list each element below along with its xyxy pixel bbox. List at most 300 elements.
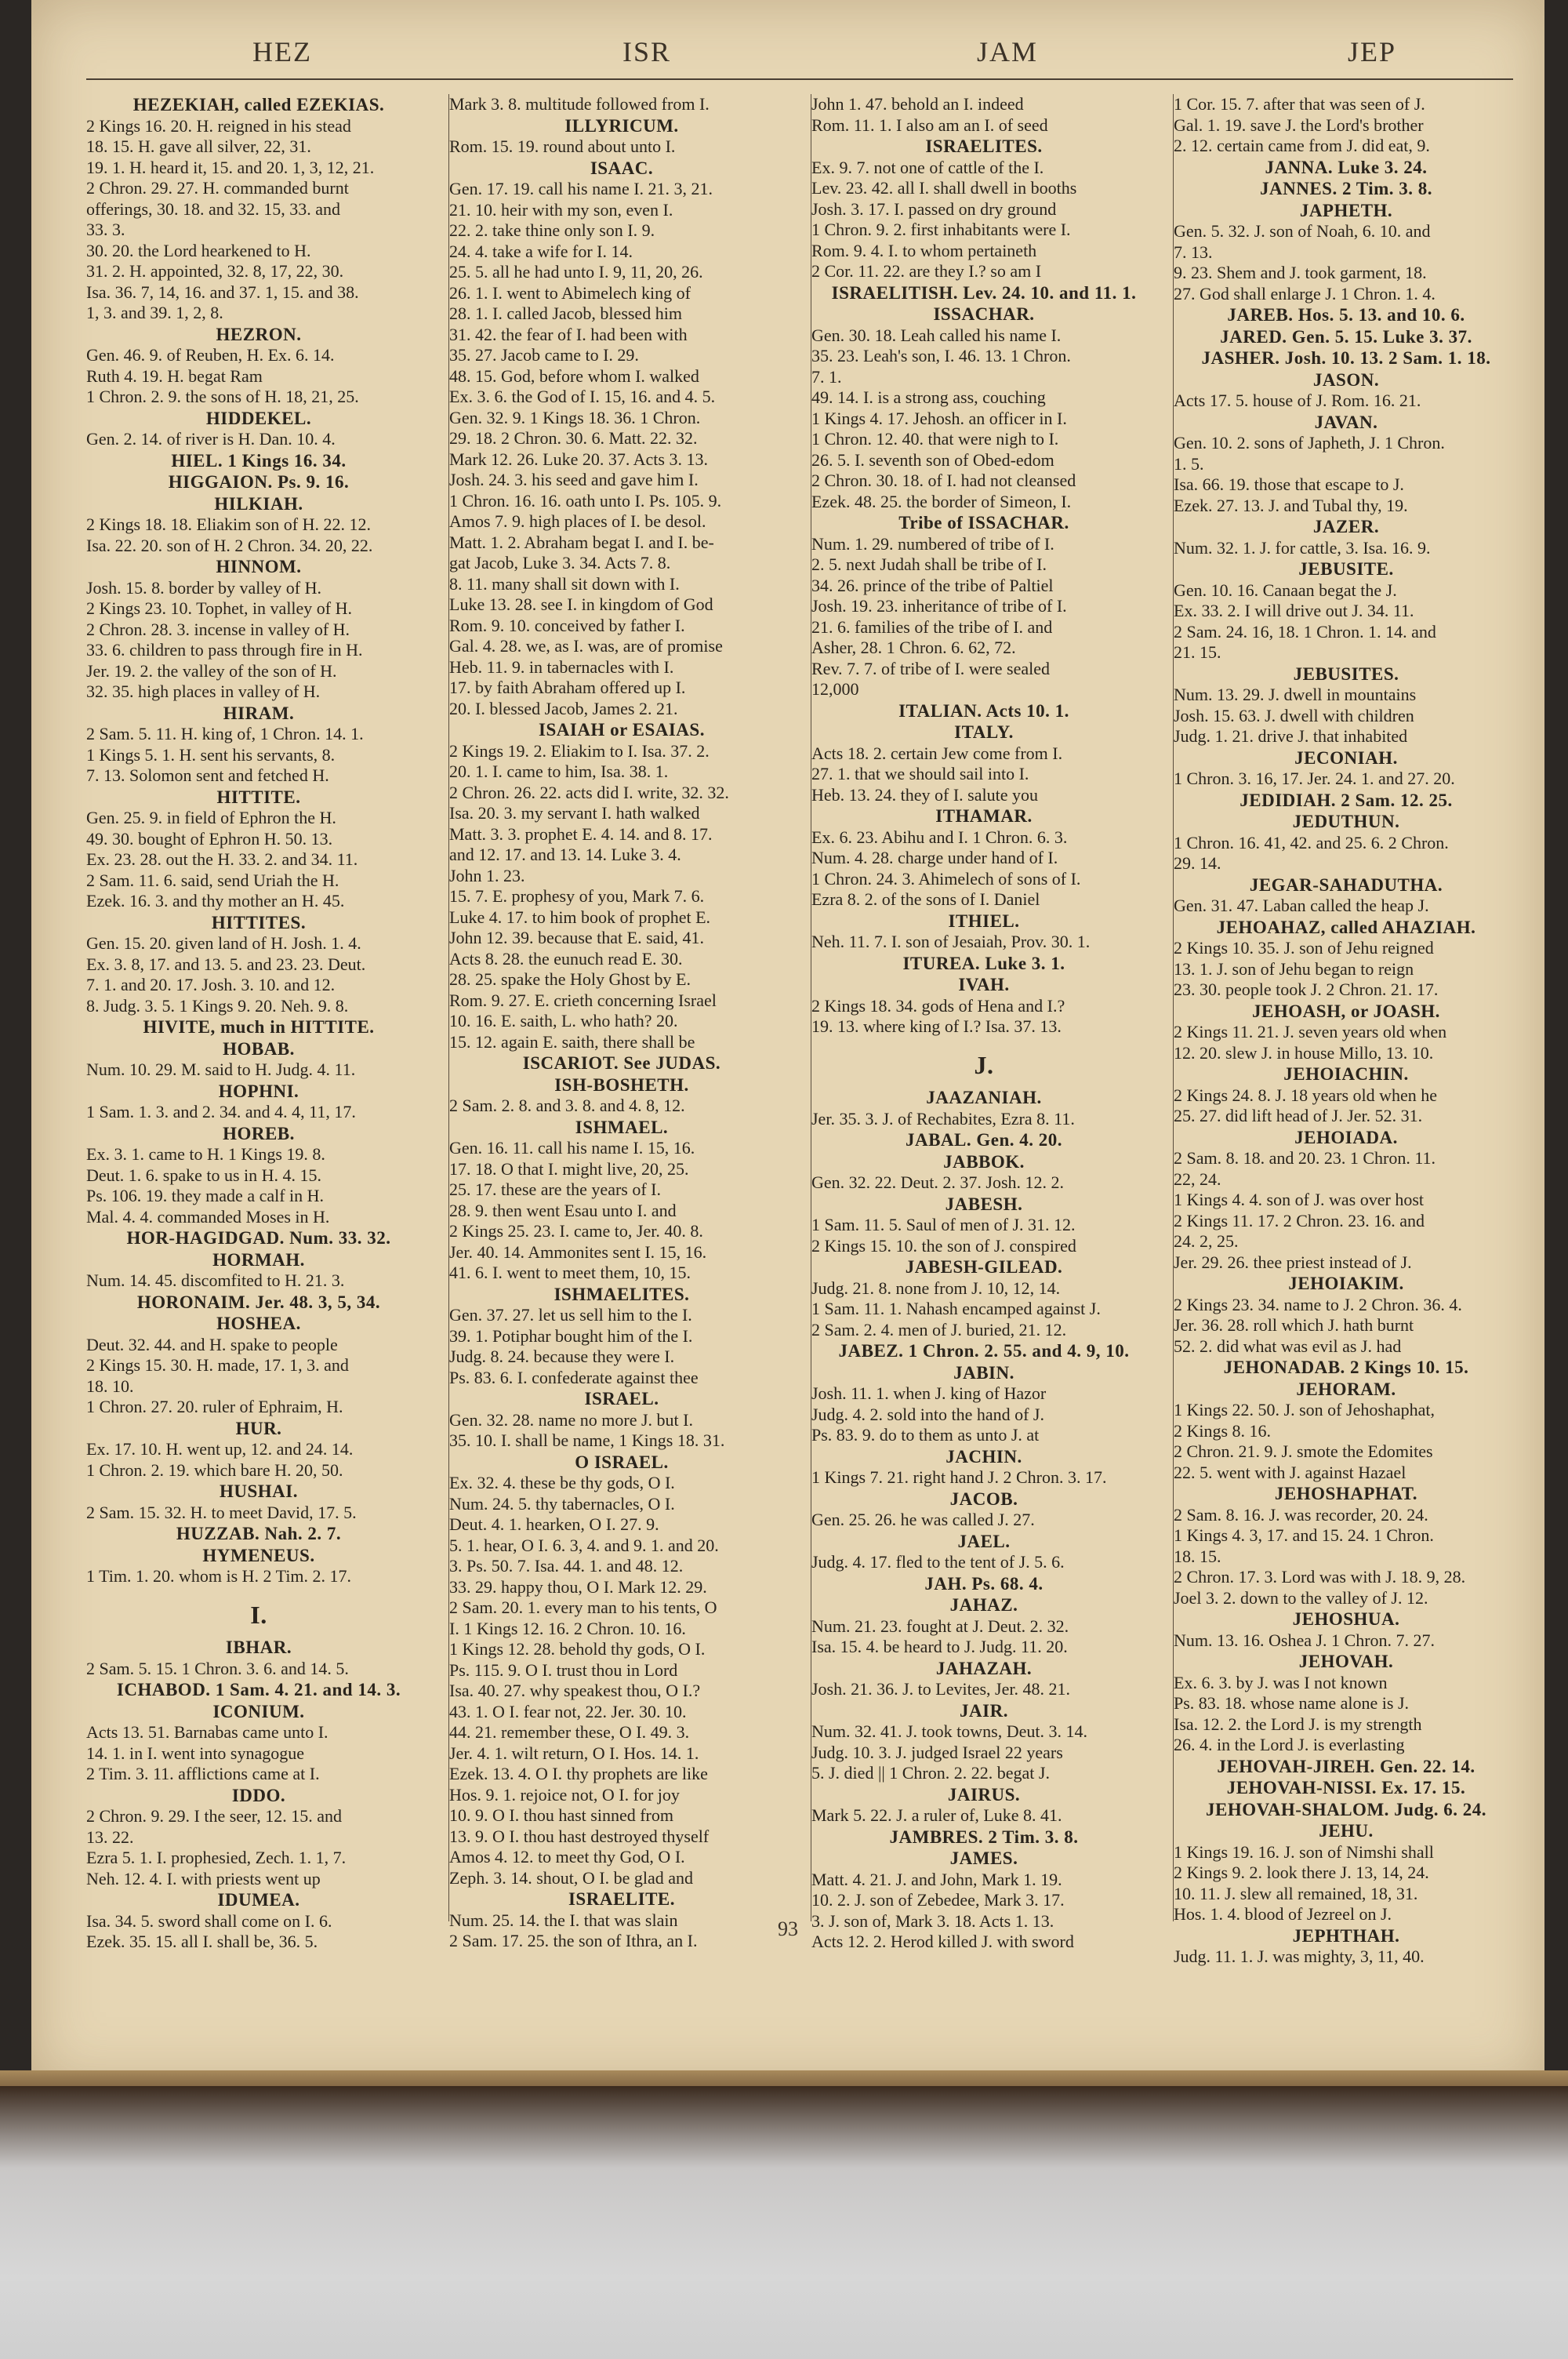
column-1: [86, 94, 431, 1951]
reference-line: Gen. 25. 9. in field of Ephron the H.: [86, 808, 336, 827]
reference-line: Hos. 1. 4. blood of Jezreel on J.: [1174, 1904, 1392, 1924]
reference-line: Amos 4. 12. to meet thy God, O I.: [449, 1847, 685, 1866]
reference-line: 30. 20. the Lord hearkened to H.: [86, 240, 311, 260]
reference-line: 2 Tim. 3. 11. afflictions came at I.: [86, 1764, 320, 1783]
section-letter: J.: [974, 1050, 994, 1079]
reference-line: 2 Kings 9. 2. look there J. 13, 14, 24.: [1174, 1863, 1429, 1882]
reference-line: Gen. 5. 32. J. son of Noah, 6. 10. and: [1174, 221, 1431, 241]
reference-line: 5. 1. hear, O I. 6. 3, 4. and 9. 1. and 20.: [449, 1535, 719, 1555]
entry-heading: JABIN.: [953, 1362, 1014, 1383]
reference-line: Ex. 3. 6. the God of I. 15, 16. and 4. 5.: [449, 387, 716, 406]
reference-line: 2 Sam. 15. 32. H. to meet David, 17. 5.: [86, 1502, 357, 1522]
reference-line: 2 Sam. 5. 15. 1 Chron. 3. 6. and 14. 5.: [86, 1658, 349, 1678]
entry-heading: JEHOIAKIM.: [1288, 1274, 1404, 1293]
reference-line: 2 Sam. 17. 25. the son of Ithra, an I.: [449, 1931, 698, 1950]
reference-line: Rom. 9. 27. E. crieth concerning Israel: [449, 990, 717, 1010]
reference-line: 33. 6. children to pass through fire in H.: [86, 640, 363, 660]
reference-line: 2 Sam. 11. 6. said, send Uriah the H.: [86, 870, 339, 890]
reference-line: 2 Sam. 2. 8. and 3. 8. and 4. 8, 12.: [449, 1096, 685, 1115]
entry-heading: JAHAZ.: [949, 1595, 1018, 1615]
reference-line: 2. 12. certain came from J. did eat, 9.: [1174, 136, 1430, 155]
entry-heading: JAH. Ps. 68. 4.: [924, 1573, 1044, 1594]
reference-line: Luke 13. 28. see I. in kingdom of God: [449, 594, 713, 614]
reference-line: 1 Kings 19. 16. J. son of Nimshi shall: [1174, 1841, 1434, 1862]
reference-line: Zeph. 3. 14. shout, O I. be glad and: [449, 1867, 693, 1888]
reference-line: 2 Chron. 9. 29. I the seer, 12. 15. and: [86, 1806, 343, 1826]
reference-line: Judg. 11. 1. J. was mighty, 3, 11, 40.: [1174, 1946, 1425, 1966]
entry-heading: IDUMEA.: [217, 1890, 300, 1910]
reference-line: 2 Kings 19. 2. Eliakim to I. Isa. 37. 2.: [449, 740, 710, 761]
reference-line: 7. 1.: [811, 366, 842, 387]
reference-line: Josh. 3. 17. I. passed on dry ground: [811, 198, 1057, 219]
reference-line: 2 Kings 11. 21. J. seven years old when: [1174, 1022, 1447, 1041]
entry-heading: IBHAR.: [225, 1637, 292, 1657]
reference-line: Judg. 1. 21. drive J. that inhabited: [1174, 726, 1408, 746]
reference-line: 28. 25. spake the Holy Ghost by E.: [449, 969, 691, 989]
page-number: 93: [778, 1917, 798, 1940]
reference-line: 19. 13. where king of I.? Isa. 37. 13.: [811, 1016, 1062, 1036]
reference-line: Judg. 8. 24. because they were I.: [449, 1347, 675, 1366]
reference-line: Ex. 32. 4. these be thy gods, O I.: [449, 1473, 675, 1492]
reference-line: 2 Sam. 2. 4. men of J. buried, 21. 12.: [811, 1319, 1067, 1339]
reference-line: Heb. 13. 24. they of I. salute you: [811, 784, 1038, 805]
reference-line: 3. J. son of, Mark 3. 18. Acts 1. 13.: [811, 1910, 1054, 1931]
reference-line: 27. God shall enlarge J. 1 Chron. 1. 4.: [1174, 283, 1436, 304]
reference-line: Jer. 36. 28. roll which J. hath burnt: [1174, 1315, 1414, 1335]
entry-heading: JEHOVAH-NISSI. Ex. 17. 15.: [1226, 1778, 1466, 1797]
reference-line: 2 Chron. 21. 9. J. smote the Edomites: [1174, 1441, 1433, 1461]
entry-heading: HITTITE.: [216, 787, 301, 807]
reference-line: 1 Chron. 27. 20. ruler of Ephraim, H.: [86, 1397, 343, 1416]
reference-line: Rom. 9. 10. conceived by father I.: [449, 615, 685, 635]
reference-line: Ezra 8. 2. of the sons of I. Daniel: [811, 889, 1040, 909]
reference-line: Jer. 19. 2. the valley of the son of H.: [86, 660, 337, 681]
reference-line: 7. 13.: [1174, 242, 1213, 262]
entry-heading: ITUREA. Luke 3. 1.: [902, 953, 1065, 973]
reference-line: Isa. 34. 5. sword shall come on I. 6.: [86, 1910, 332, 1931]
reference-line: Ex. 9. 7. not one of cattle of the I.: [811, 157, 1044, 177]
reference-line: Deut. 32. 44. and H. spake to people: [86, 1334, 338, 1354]
entry-heading: Tribe of ISSACHAR.: [898, 513, 1069, 533]
reference-line: Gen. 15. 20. given land of H. Josh. 1. 4.: [86, 933, 361, 953]
reference-line: 1 Cor. 15. 7. after that was seen of J.: [1174, 94, 1425, 114]
reference-line: Num. 24. 5. thy tabernacles, O I.: [449, 1493, 675, 1514]
reference-line: Gal. 1. 19. save J. the Lord's brother: [1174, 114, 1424, 135]
reference-line: 29. 14.: [1174, 853, 1221, 873]
entry-heading: JEHONADAB. 2 Kings 10. 15.: [1223, 1358, 1469, 1377]
reference-line: 2 Chron. 30. 18. of I. had not cleansed: [811, 471, 1076, 490]
entry-heading: JANNA. Luke 3. 24.: [1265, 157, 1428, 177]
reference-line: 10. 2. J. son of Zebedee, Mark 3. 17.: [811, 1890, 1065, 1910]
reference-line: 22, 24.: [1174, 1169, 1221, 1189]
reference-line: 1 Kings 4. 17. Jehosh. an officer in I.: [811, 408, 1067, 428]
entry-heading: JEHOVAH.: [1298, 1652, 1394, 1671]
entry-heading: JARED. Gen. 5. 15. Luke 3. 37.: [1220, 326, 1472, 347]
reference-line: Luke 4. 17. to him book of prophet E.: [449, 907, 711, 927]
entry-heading: ILLYRICUM.: [564, 115, 679, 136]
reference-line: Jer. 29. 26. thee priest instead of J.: [1174, 1252, 1412, 1272]
reference-line: 27. 1. that we should sail into I.: [811, 764, 1029, 783]
reference-line: 48. 15. God, before whom I. walked: [449, 365, 699, 386]
entry-heading: ISH-BOSHETH.: [554, 1074, 689, 1095]
reference-line: Acts 17. 5. house of J. Rom. 16. 21.: [1174, 391, 1421, 410]
entry-heading: HOBAB.: [223, 1038, 295, 1059]
reference-line: Ezek. 48. 25. the border of Simeon, I.: [811, 491, 1072, 511]
entry-heading: JEHU.: [1319, 1821, 1374, 1841]
reference-line: 3. Ps. 50. 7. Isa. 44. 1. and 48. 12.: [449, 1556, 684, 1576]
reference-line: Judg. 21. 8. none from J. 10, 12, 14.: [811, 1278, 1061, 1298]
reference-line: Matt. 4. 21. J. and John, Mark 1. 19.: [811, 1869, 1062, 1889]
reference-line: 13. 9. O I. thou hast destroyed thyself: [449, 1826, 710, 1846]
reference-line: Heb. 11. 9. in tabernacles with I.: [449, 656, 674, 677]
reference-line: 2 Kings 15. 30. H. made, 17. 1, 3. and: [86, 1355, 349, 1375]
reference-line: I. 1 Kings 12. 16. 2 Chron. 10. 16.: [449, 1618, 686, 1638]
reference-line: 1, 3. and 39. 1, 2, 8.: [86, 303, 223, 322]
entry-heading: JEHORAM.: [1296, 1379, 1396, 1399]
reference-line: 10. 16. E. saith, L. who hath? 20.: [449, 1011, 678, 1030]
reference-line: Jer. 4. 1. wilt return, O I. Hos. 14. 1.: [449, 1743, 699, 1763]
reference-line: Num. 13. 29. J. dwell in mountains: [1174, 685, 1417, 704]
reference-line: Deut. 4. 1. hearken, O I. 27. 9.: [449, 1514, 659, 1534]
reference-line: 1 Chron. 16. 41, 42. and 25. 6. 2 Chron.: [1174, 832, 1449, 852]
reference-line: 35. 10. I. shall be name, 1 Kings 18. 31.: [449, 1430, 725, 1450]
reference-line: Josh. 21. 36. J. to Levites, Jer. 48. 21.: [811, 1679, 1070, 1699]
reference-line: 2 Chron. 17. 3. Lord was with J. 18. 9, 28.: [1174, 1567, 1466, 1587]
reference-line: Josh. 19. 23. inheritance of tribe of I.: [811, 596, 1067, 616]
entry-heading: JEHOVAH-SHALOM. Judg. 6. 24.: [1206, 1799, 1486, 1819]
entry-heading: JABBOK.: [943, 1151, 1025, 1172]
reference-line: 2 Kings 8. 16.: [1174, 1420, 1272, 1441]
reference-line: Ps. 83. 6. I. confederate against thee: [449, 1367, 699, 1387]
reference-line: 52. 2. did what was evil as J. had: [1174, 1336, 1402, 1356]
entry-heading: JAMBRES. 2 Tim. 3. 8.: [889, 1826, 1079, 1847]
running-head-4: JEP: [1347, 36, 1397, 67]
reference-line: 2 Kings 15. 10. the son of J. conspired: [811, 1235, 1076, 1256]
reference-line: 18. 15. H. gave all silver, 22, 31.: [86, 136, 311, 156]
entry-heading: JEHOVAH-JIREH. Gen. 22. 14.: [1217, 1756, 1475, 1776]
reference-line: Lev. 23. 42. all I. shall dwell in booths: [811, 178, 1077, 198]
entry-heading: HOSHEA.: [216, 1314, 301, 1333]
reference-line: 12. 20. slew J. in house Millo, 13. 10.: [1174, 1042, 1434, 1063]
reference-line: 44. 21. remember these, O I. 49. 3.: [449, 1722, 690, 1742]
reference-line: Judg. 4. 2. sold into the hand of J.: [811, 1404, 1044, 1424]
running-head-1: HEZ: [252, 36, 312, 67]
entry-heading: JAMES.: [949, 1848, 1018, 1868]
reference-line: Neh. 12. 4. I. with priests went up: [86, 1868, 321, 1888]
reference-line: Gen. 17. 19. call his name I. 21. 3, 21.: [449, 179, 713, 198]
reference-line: 1 Kings 4. 3, 17. and 15. 24. 1 Chron.: [1174, 1525, 1434, 1545]
reference-line: Josh. 11. 1. when J. king of Hazor: [811, 1383, 1047, 1403]
reference-line: Isa. 66. 19. those that escape to J.: [1174, 474, 1404, 494]
reference-line: 2. 5. next Judah shall be tribe of I.: [811, 554, 1047, 574]
reference-line: Ex. 33. 2. I will drive out J. 34. 11.: [1174, 601, 1414, 620]
reference-line: 21. 6. families of the tribe of I. and: [811, 616, 1053, 637]
reference-line: Num. 10. 29. M. said to H. Judg. 4. 11.: [86, 1060, 356, 1079]
entry-heading: ITALY.: [954, 722, 1014, 742]
reference-line: 41. 6. I. went to meet them, 10, 15.: [449, 1263, 691, 1282]
entry-heading: ISRAELITE.: [568, 1889, 676, 1909]
table-surface: [0, 2086, 1568, 2359]
reference-line: Mark 5. 22. J. a ruler of, Luke 8. 41.: [811, 1805, 1062, 1825]
reference-line: 21. 10. heir with my son, even I.: [449, 199, 673, 220]
reference-line: 15. 7. E. prophesy of you, Mark 7. 6.: [449, 886, 705, 906]
entry-heading: IDDO.: [231, 1785, 286, 1805]
reference-line: 1 Chron. 12. 40. that were nigh to I.: [811, 429, 1059, 449]
running-head-3: JAM: [976, 36, 1039, 67]
entry-heading: JAVAN.: [1314, 412, 1378, 432]
reference-line: 33. 29. happy thou, O I. Mark 12. 29.: [449, 1576, 707, 1597]
reference-line: 17. by faith Abraham offered up I.: [449, 678, 686, 697]
reference-line: 22. 5. went with J. against Hazael: [1174, 1462, 1406, 1482]
reference-line: 14. 1. in I. went into synagogue: [86, 1743, 305, 1763]
entry-heading: ISSACHAR.: [933, 304, 1035, 324]
reference-line: 9. 23. Shem and J. took garment, 18.: [1174, 263, 1427, 282]
entry-heading: JEDUTHUN.: [1292, 812, 1400, 831]
reference-line: 24. 4. take a wife for I. 14.: [449, 241, 633, 261]
reference-line: 2 Kings 10. 35. J. son of Jehu reigned: [1174, 938, 1434, 958]
reference-line: 2 Kings 11. 17. 2 Chron. 23. 16. and: [1174, 1210, 1425, 1230]
reference-line: 1 Chron. 2. 19. which bare H. 20, 50.: [86, 1459, 343, 1480]
reference-line: 10. 9. O I. thou hast sinned from: [449, 1805, 673, 1825]
reference-line: Josh. 24. 3. his seed and gave him I.: [449, 470, 699, 489]
reference-line: 25. 5. all he had unto I. 9, 11, 20, 26.: [449, 262, 703, 282]
reference-line: 1 Sam. 1. 3. and 2. 34. and 4. 4, 11, 17.: [86, 1102, 356, 1121]
entry-heading: HINNOM.: [216, 557, 302, 576]
entry-heading: HOR-HAGIDGAD. Num. 33. 32.: [126, 1228, 391, 1248]
reference-line: 2 Kings 16. 20. H. reigned in his stead: [86, 115, 351, 136]
section-letter: I.: [250, 1600, 267, 1629]
reference-line: Num. 4. 28. charge under hand of I.: [811, 848, 1058, 867]
reference-line: 1 Kings 22. 50. J. son of Jehoshaphat,: [1174, 1400, 1436, 1419]
reference-line: Num. 14. 45. discomfited to H. 21. 3.: [86, 1270, 345, 1290]
reference-line: Ezek. 13. 4. O I. thy prophets are like: [449, 1764, 708, 1783]
reference-line: 39. 1. Potiphar bought him of the I.: [449, 1325, 693, 1346]
reference-line: 2 Sam. 8. 18. and 20. 23. 1 Chron. 11.: [1174, 1148, 1436, 1168]
column-3: [811, 94, 1156, 1951]
entry-heading: ICHABOD. 1 Sam. 4. 21. and 14. 3.: [116, 1680, 401, 1699]
concordance-columns: [86, 94, 1537, 1966]
reference-line: 1 Chron. 16. 16. oath unto I. Ps. 105. 9.: [449, 490, 722, 511]
reference-line: Gen. 30. 18. Leah called his name I.: [811, 325, 1062, 345]
reference-line: 26. 5. I. seventh son of Obed-edom: [811, 449, 1054, 470]
reference-line: Gen. 10. 16. Canaan begat the J.: [1174, 580, 1397, 600]
entry-heading: JABESH.: [945, 1194, 1023, 1214]
reference-line: 25. 27. did lift head of J. Jer. 52. 31.: [1174, 1106, 1423, 1125]
entry-heading: HORMAH.: [212, 1249, 305, 1270]
reference-line: Mark 12. 26. Luke 20. 37. Acts 3. 13.: [449, 449, 708, 469]
reference-line: 7. 13. Solomon sent and fetched H.: [86, 765, 329, 785]
reference-line: Gen. 31. 47. Laban called the heap J.: [1174, 896, 1429, 915]
reference-line: Isa. 36. 7, 14, 16. and 37. 1, 15. and 38.: [86, 282, 359, 302]
reference-line: gat Jacob, Luke 3. 34. Acts 7. 8.: [449, 553, 671, 572]
reference-line: 1. 5.: [1174, 453, 1204, 474]
entry-heading: JAAZANIAH.: [926, 1088, 1042, 1107]
reference-line: Num. 1. 29. numbered of tribe of I.: [811, 533, 1054, 554]
reference-line: Asher, 28. 1 Chron. 6. 62, 72.: [811, 638, 1016, 657]
entry-heading: ISAAC.: [590, 158, 654, 178]
reference-line: 2 Kings 18. 18. Eliakim son of H. 22. 12.: [86, 514, 371, 534]
reference-line: Josh. 15. 8. border by valley of H.: [86, 577, 322, 598]
reference-line: Ex. 23. 28. out the H. 33. 2. and 34. 11.: [86, 849, 358, 869]
reference-line: 33. 3.: [86, 220, 125, 239]
reference-line: Acts 13. 51. Barnabas came unto I.: [86, 1722, 328, 1742]
entry-heading: JAIRUS.: [947, 1784, 1021, 1805]
entry-heading: JAHAZAH.: [935, 1658, 1033, 1678]
reference-line: Gen. 25. 26. he was called J. 27.: [811, 1510, 1035, 1529]
column-4: [1173, 94, 1519, 1966]
reference-line: 28. 1. I. called Jacob, blessed him: [449, 304, 682, 323]
reference-line: Rom. 9. 4. I. to whom pertaineth: [811, 240, 1037, 260]
entry-heading: ISHMAELITES.: [554, 1284, 690, 1304]
reference-line: 2 Kings 24. 8. J. 18 years old when he: [1174, 1085, 1438, 1105]
reference-line: Gen. 10. 2. sons of Japheth, J. 1 Chron.: [1174, 433, 1445, 453]
reference-line: 2 Chron. 29. 27. H. commanded burnt: [86, 178, 349, 198]
entry-heading: JAEL.: [957, 1531, 1011, 1551]
running-head-2: ISR: [622, 36, 672, 67]
reference-line: offerings, 30. 18. and 32. 15, 33. and: [86, 198, 341, 219]
entry-heading: HIRAM.: [223, 703, 295, 723]
reference-line: 35. 23. Leah's son, I. 46. 13. 1 Chron.: [811, 346, 1071, 365]
entry-heading: JAZER.: [1312, 517, 1380, 536]
reference-line: 13. 1. J. son of Jehu began to reign: [1174, 958, 1414, 979]
entry-heading: JASHER. Josh. 10. 13. 2 Sam. 1. 18.: [1201, 348, 1491, 368]
reference-line: Ex. 6. 23. Abihu and I. 1 Chron. 6. 3.: [811, 827, 1068, 847]
reference-line: 2 Kings 23. 34. name to J. 2 Chron. 36. 4.: [1174, 1294, 1462, 1314]
reference-line: 2 Kings 25. 23. I. came to, Jer. 40. 8.: [449, 1221, 703, 1241]
reference-line: 1 Kings 12. 28. behold thy gods, O I.: [449, 1639, 706, 1659]
entry-heading: JABEZ. 1 Chron. 2. 55. and 4. 9, 10.: [838, 1341, 1130, 1361]
reference-line: Ruth 4. 19. H. begat Ram: [86, 365, 263, 386]
reference-line: Mal. 4. 4. commanded Moses in H.: [86, 1206, 330, 1227]
reference-line: 31. 2. H. appointed, 32. 8, 17, 22, 30.: [86, 261, 344, 281]
entry-heading: HYMENEUS.: [202, 1545, 315, 1565]
reference-line: 5. J. died || 1 Chron. 2. 22. begat J.: [811, 1763, 1050, 1783]
reference-line: Judg. 10. 3. J. judged Israel 22 years: [811, 1742, 1063, 1762]
reference-line: 49. 14. I. is a strong ass, couching: [811, 387, 1046, 407]
reference-line: 18. 15.: [1174, 1546, 1221, 1566]
reference-line: Isa. 20. 3. my servant I. hath walked: [449, 803, 700, 823]
reference-line: Mark 3. 8. multitude followed from I.: [449, 94, 710, 114]
reference-line: Ex. 6. 3. by J. was I not known: [1174, 1672, 1388, 1692]
reference-line: 2 Chron. 26. 22. acts did I. write, 32. 32.: [449, 782, 729, 802]
entry-heading: JABAL. Gen. 4. 20.: [905, 1130, 1063, 1150]
reference-line: 2 Sam. 5. 11. H. king of, 1 Chron. 14. 1.: [86, 724, 364, 743]
entry-heading: HIVITE, much in HITTITE.: [143, 1017, 375, 1037]
reference-line: 1 Chron. 3. 16, 17. Jer. 24. 1. and 27. 20.: [1174, 769, 1455, 788]
reference-line: 49. 30. bought of Ephron H. 50. 13.: [86, 828, 333, 849]
entry-heading: JEDIDIAH. 2 Sam. 12. 25.: [1240, 790, 1453, 810]
reference-line: 8. Judg. 3. 5. 1 Kings 9. 20. Neh. 9. 8.: [86, 995, 349, 1016]
reference-line: 21. 15.: [1174, 642, 1221, 662]
reference-line: John 1. 23.: [449, 865, 525, 885]
reference-line: Rom. 11. 1. I also am an I. of seed: [811, 114, 1048, 135]
reference-line: Deut. 1. 6. spake to us in H. 4. 15.: [86, 1165, 322, 1185]
entry-heading: HUSHAI.: [220, 1481, 298, 1501]
reference-line: Hos. 9. 1. rejoice not, O I. for joy: [449, 1784, 680, 1805]
entry-heading: HIGGAION. Ps. 9. 16.: [168, 472, 350, 492]
reference-line: Neh. 11. 7. I. son of Jesaiah, Prov. 30. 1.: [811, 932, 1091, 951]
reference-line: John 12. 39. because that E. said, 41.: [449, 928, 705, 947]
reference-line: 1 Chron. 9. 2. first inhabitants were I.: [811, 220, 1071, 239]
reference-line: 13. 22.: [86, 1826, 134, 1847]
reference-line: 15. 12. again E. saith, there shall be: [449, 1031, 695, 1052]
reference-line: Gen. 2. 14. of river is H. Dan. 10. 4.: [86, 429, 336, 449]
reference-line: Ps. 115. 9. O I. trust thou in Lord: [449, 1659, 678, 1680]
reference-line: 19. 1. H. heard it, 15. and 20. 1, 3, 12, 21.: [86, 157, 375, 177]
reference-line: and 12. 17. and 13. 14. Luke 3. 4.: [449, 845, 681, 864]
reference-line: 29. 18. 2 Chron. 30. 6. Matt. 22. 32.: [449, 428, 698, 448]
reference-line: 35. 27. Jacob came to I. 29.: [449, 345, 639, 365]
reference-line: Matt. 3. 3. prophet E. 4. 14. and 8. 17.: [449, 823, 713, 844]
entry-heading: ISRAELITISH. Lev. 24. 10. and 11. 1.: [831, 282, 1137, 303]
reference-line: 2 Kings 18. 34. gods of Hena and I.?: [811, 995, 1065, 1016]
reference-line: 23. 30. people took J. 2 Chron. 21. 17.: [1174, 980, 1439, 999]
entry-heading: ISRAEL.: [584, 1389, 659, 1408]
reference-line: Ps. 83. 9. do to them as unto J. at: [811, 1425, 1040, 1445]
reference-line: Isa. 15. 4. be heard to J. Judg. 11. 20.: [811, 1637, 1068, 1656]
entry-heading: ISHMAEL.: [575, 1117, 669, 1137]
entry-heading: JEHOSHUA.: [1292, 1609, 1400, 1629]
entry-heading: JAPHETH.: [1299, 200, 1393, 220]
reference-line: Gen. 37. 27. let us sell him to the I.: [449, 1305, 692, 1325]
reference-line: Ezek. 27. 13. J. and Tubal thy, 19.: [1174, 495, 1408, 515]
reference-line: 12,000: [811, 679, 859, 699]
reference-line: Ex. 17. 10. H. went up, 12. and 24. 14.: [86, 1439, 354, 1459]
reference-line: 28. 9. then went Esau unto I. and: [449, 1200, 677, 1220]
reference-line: 1 Chron. 24. 3. Ahimelech of sons of I.: [811, 868, 1081, 889]
reference-line: Gen. 32. 9. 1 Kings 18. 36. 1 Chron.: [449, 407, 701, 427]
reference-line: Acts 12. 2. Herod killed J. with sword: [811, 1932, 1074, 1951]
reference-line: Ezek. 16. 3. and thy mother an H. 45.: [86, 891, 345, 911]
reference-line: 1 Sam. 11. 5. Saul of men of J. 31. 12.: [811, 1215, 1076, 1234]
reference-line: 25. 17. these are the years of I.: [449, 1180, 662, 1199]
entry-heading: JEHOAHAZ, called AHAZIAH.: [1216, 917, 1476, 937]
entry-heading: JACOB.: [949, 1488, 1018, 1509]
reference-line: 2 Kings 23. 10. Tophet, in valley of H.: [86, 598, 353, 618]
reference-line: Num. 25. 14. the I. that was slain: [449, 1910, 678, 1930]
entry-heading: HEZEKIAH, called EZEKIAS.: [132, 95, 385, 114]
entry-heading: JEHOSHAPHAT.: [1274, 1484, 1418, 1503]
reference-line: Acts 8. 28. the eunuch read E. 30.: [449, 948, 683, 969]
reference-line: Num. 21. 23. fought at J. Deut. 2. 32.: [811, 1616, 1069, 1636]
entry-heading: JEHOIADA.: [1294, 1127, 1398, 1147]
reference-line: 31. 42. the fear of I. had been with: [449, 324, 688, 344]
reference-line: 2 Sam. 24. 16, 18. 1 Chron. 1. 14. and: [1174, 621, 1436, 642]
reference-line: 17. 18. O that I. might live, 20, 25.: [449, 1158, 689, 1179]
reference-line: Amos 7. 9. high places of I. be desol.: [449, 511, 706, 531]
reference-line: 43. 1. O I. fear not, 22. Jer. 30. 10.: [449, 1701, 687, 1721]
column-2: [448, 94, 794, 1950]
reference-line: Ezra 5. 1. I. prophesied, Zech. 1. 1, 7.: [86, 1848, 347, 1867]
entry-heading: ITHAMAR.: [935, 806, 1033, 826]
entry-heading: ISCARIOT. See JUDAS.: [522, 1053, 721, 1073]
entry-heading: HOREB.: [223, 1123, 295, 1143]
reference-line: 7. 1. and 20. 17. Josh. 3. 10. and 12.: [86, 975, 336, 994]
reference-line: 20. 1. I. came to him, Isa. 38. 1.: [449, 761, 669, 781]
reference-line: Rev. 7. 7. of tribe of I. were sealed: [811, 658, 1051, 678]
reference-line: Ezek. 35. 15. all I. shall be, 36. 5.: [86, 1932, 318, 1951]
entry-heading: HUR.: [235, 1418, 282, 1438]
entry-heading: HIDDEKEL.: [205, 408, 312, 428]
reference-line: Jer. 35. 3. J. of Rechabites, Ezra 8. 11.: [811, 1108, 1075, 1129]
entry-heading: JEHOIACHIN.: [1283, 1064, 1409, 1084]
reference-line: Jer. 40. 14. Ammonites sent I. 15, 16.: [449, 1241, 707, 1262]
reference-line: Isa. 40. 27. why speakest thou, O I.?: [449, 1681, 701, 1700]
entry-heading: HUZZAB. Nah. 2. 7.: [176, 1524, 342, 1543]
entry-heading: HIEL. 1 Kings 16. 34.: [171, 450, 347, 471]
reference-line: John 1. 47. behold an I. indeed: [811, 94, 1024, 114]
reference-line: Josh. 15. 63. J. dwell with children: [1174, 705, 1414, 725]
